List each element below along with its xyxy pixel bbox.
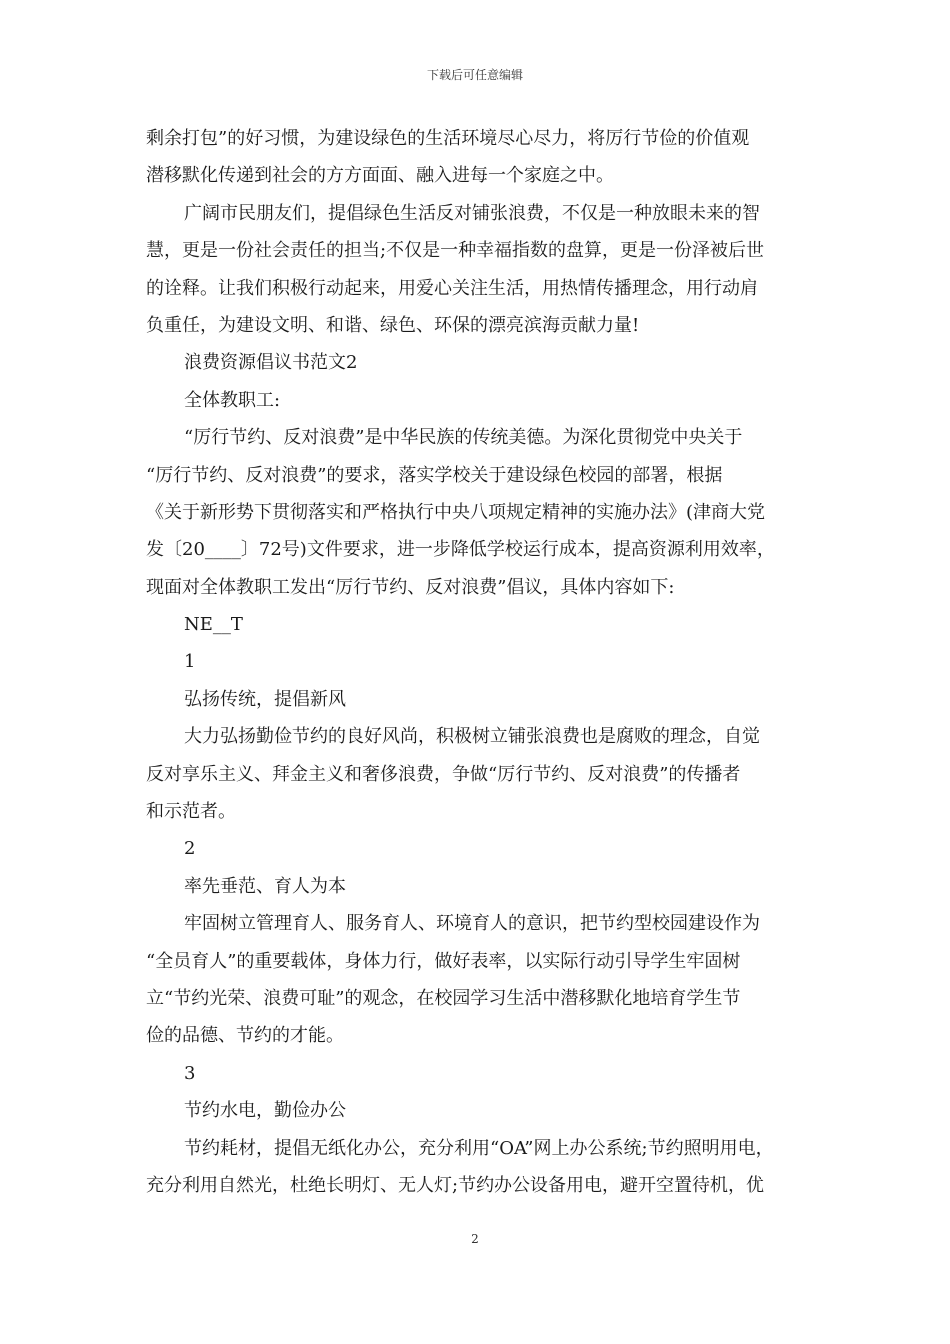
text-line: 大力弘扬勤俭节约的良好风尚，积极树立铺张浪费也是腐败的理念，自觉 — [184, 726, 760, 748]
text-line: 1 — [184, 651, 196, 673]
text-line: 的诠释。让我们积极行动起来，用爱心关注生活，用热情传播理念，用行动肩 — [146, 277, 758, 299]
text-line: 浪费资源倡议书范文2 — [184, 352, 358, 374]
text-line: 牢固树立管理育人、服务育人、环境育人的意识，把节约型校园建设作为 — [184, 913, 760, 935]
text-line: 俭的品德、节约的才能。 — [146, 1025, 344, 1047]
text-line: NE__T — [184, 614, 243, 636]
page-header: 下载后可任意编辑 — [426, 68, 523, 82]
page-number: 2 — [471, 1232, 479, 1246]
text-line: 《关于新形势下贯彻落实和严格执行中央八项规定精神的实施办法》(津商大党 — [146, 501, 766, 523]
text-line: 节约水电，勤俭办公 — [184, 1100, 346, 1122]
text-line: 负重任，为建设文明、和谐、绿色、环保的漂亮滨海贡献力量! — [146, 314, 640, 336]
text-line: 现面对全体教职工发出“厉行节约、反对浪费”倡议，具体内容如下: — [146, 576, 675, 598]
text-line: 和示范者。 — [146, 801, 236, 823]
text-line: “厉行节约、反对浪费”是中华民族的传统美德。为深化贯彻党中央关于 — [184, 427, 743, 449]
text-line: 率先垂范、育人为本 — [184, 875, 346, 897]
text-line: “厉行节约、反对浪费”的要求，落实学校关于建设绿色校园的部署，根据 — [146, 464, 723, 486]
text-line: 节约耗材，提倡无纸化办公，充分利用“OA”网上办公系统;节约照明用电， — [184, 1137, 774, 1159]
text-line: 慧，更是一份社会责任的担当;不仅是一种幸福指数的盘算，更是一份泽被后世 — [146, 240, 765, 262]
text-line: 全体教职工: — [184, 389, 281, 411]
text-line: 立“节约光荣、浪费可耻”的观念，在校园学习生活中潜移默化地培育学生节 — [146, 987, 741, 1009]
text-line: 反对享乐主义、拜金主义和奢侈浪费，争做“厉行节约、反对浪费”的传播者 — [146, 763, 741, 785]
text-line: 广阔市民朋友们，提倡绿色生活反对铺张浪费，不仅是一种放眼未来的智 — [184, 202, 760, 224]
text-line: 3 — [184, 1062, 196, 1084]
text-line: 充分利用自然光，杜绝长明灯、无人灯;节约办公设备用电，避开空置待机，优 — [146, 1174, 765, 1196]
text-line: 弘扬传统，提倡新风 — [184, 688, 346, 710]
text-line: 发〔20____〕72号)文件要求，进一步降低学校运行成本，提高资源利用效率， — [146, 539, 775, 561]
text-line: 2 — [184, 838, 196, 860]
text-line: 剩余打包”的好习惯，为建设绿色的生活环境尽心尽力，将厉行节俭的价值观 — [146, 128, 750, 149]
text-line: 潜移默化传递到社会的方方面面、融入进每一个家庭之中。 — [146, 165, 614, 187]
document-body — [146, 120, 806, 1204]
text-line: “全员育人”的重要载体，身体力行，做好表率，以实际行动引导学生牢固树 — [146, 950, 741, 972]
